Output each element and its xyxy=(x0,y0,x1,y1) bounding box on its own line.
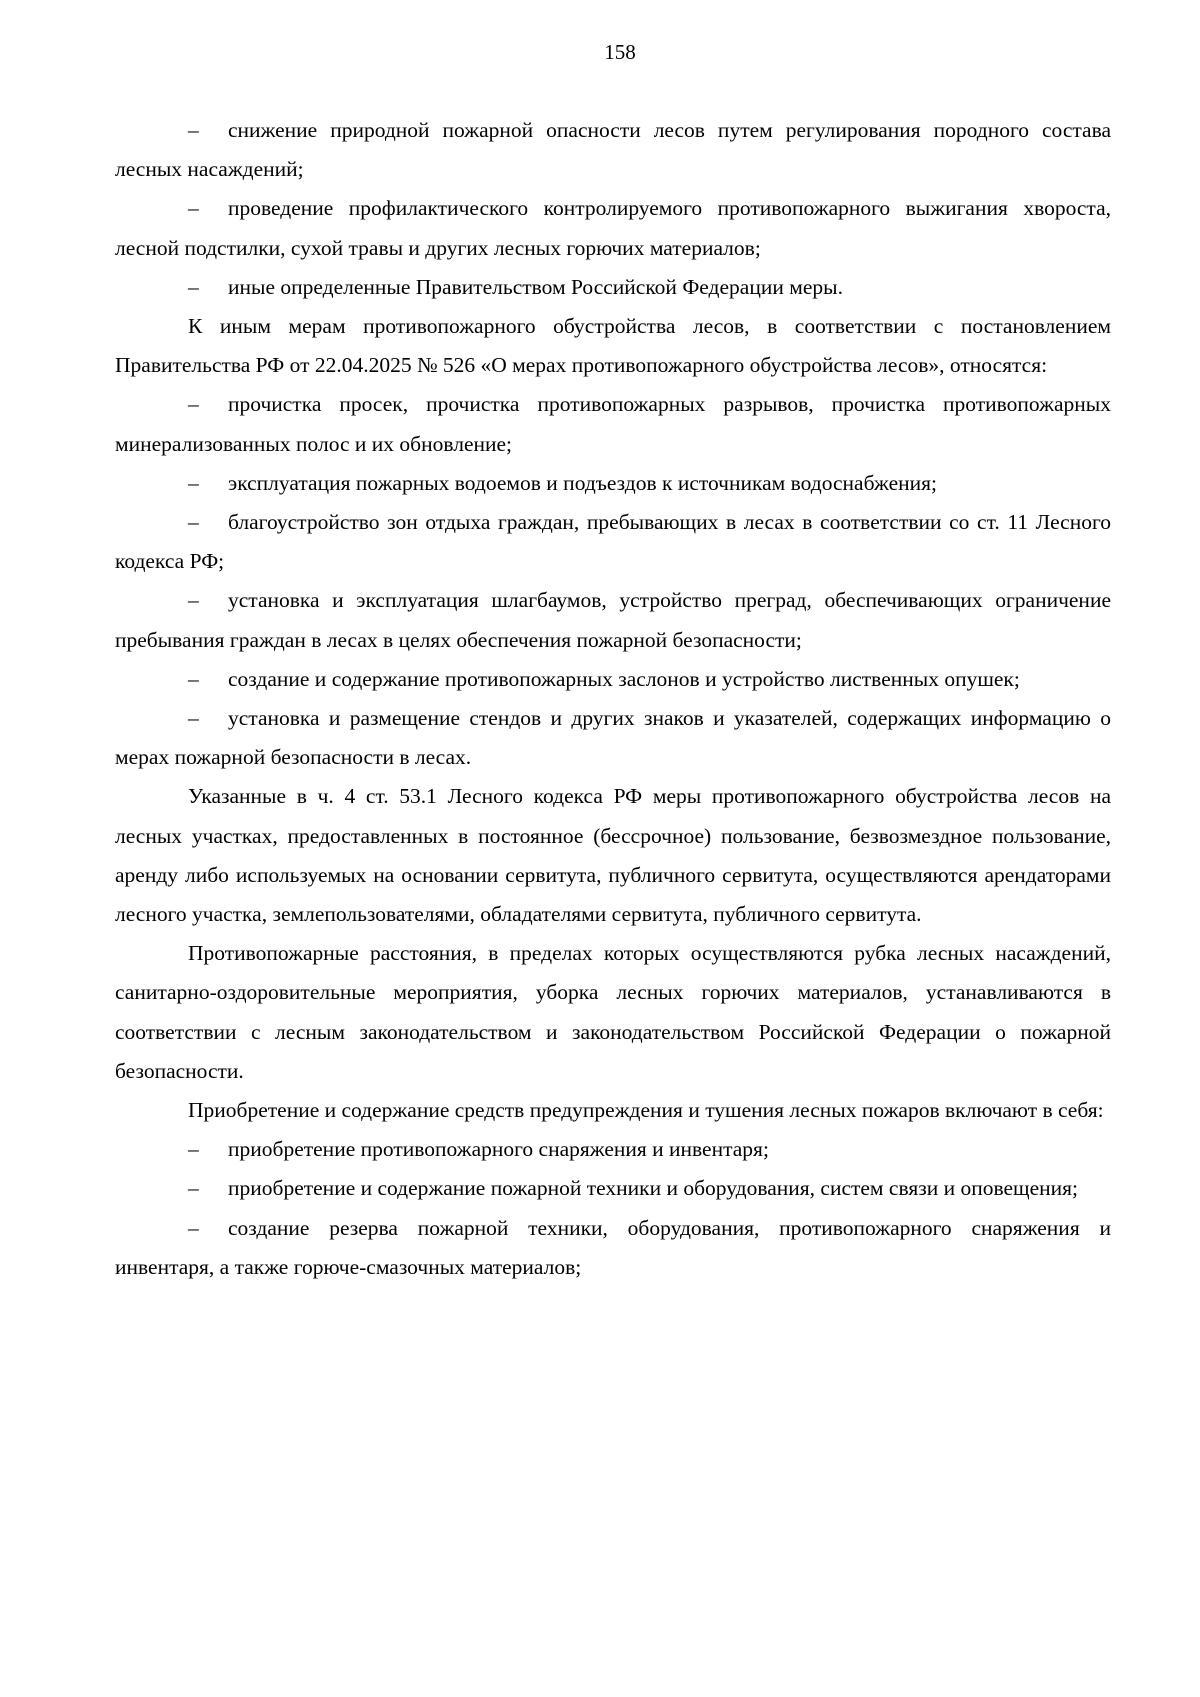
list-item xyxy=(115,1209,1111,1287)
list-item-text: приобретение противопожарного снаряжения и инвентаря; xyxy=(228,1137,769,1162)
list-item xyxy=(115,268,1111,307)
list-item xyxy=(115,385,1111,463)
list-item xyxy=(115,660,1111,699)
paragraph xyxy=(115,934,1111,1091)
list-item-text: благоустройство зон отдыха граждан, пребывающих в лесах в соответствии со ст. 11 Лесного кодекса РФ; xyxy=(115,510,1111,574)
dash-marker: – xyxy=(188,706,199,731)
list-item-text: создание резерва пожарной техники, оборудования, противопожарного снаряжения и инвентаря, а также горюче-смазочных материалов; xyxy=(115,1215,1111,1279)
dash-marker: – xyxy=(188,392,199,417)
list-item xyxy=(115,699,1111,777)
list-item xyxy=(115,1130,1111,1169)
paragraph-text: Указанные в ч. 4 ст. 53.1 Лесного кодекса РФ меры противопожарного обустройства лесов на лесных участках, предоставленных в постоянное (бессрочное) пользование, безвозмездное пользование, аренду либо используемых на основании сервитута, публичного сервитута, осуществляются арендаторами лесного участка, землепользователями, обладателями сервитута, публичного сервитута. xyxy=(115,784,1111,927)
dash-marker: – xyxy=(188,196,199,221)
document-body xyxy=(115,111,1111,1287)
list-item xyxy=(115,1169,1111,1208)
paragraph-text: Противопожарные расстояния, в пределах которых осуществляются рубка лесных насаждений, санитарно-оздоровительные мероприятия, уборка лесных горючих материалов, устанавливаются в соответствии с лесным законодательством и законодательством Российской Федерации о пожарной безопасности. xyxy=(115,941,1111,1083)
dash-marker: – xyxy=(188,510,199,535)
dash-marker: – xyxy=(188,118,199,142)
dash-marker: – xyxy=(188,588,199,613)
dash-marker: – xyxy=(188,1137,199,1162)
dash-marker: – xyxy=(188,1215,199,1240)
list-item xyxy=(115,189,1111,267)
paragraph-text: К иным мерам противопожарного обустройства лесов, в соответствии с постановлением Правительства РФ от 22.04.2025 № 526 «О мерах противопожарного обустройства лесов», относятся: xyxy=(115,314,1111,378)
paragraph xyxy=(115,307,1111,385)
list-item-text: создание и содержание противопожарных заслонов и устройство лиственных опушек; xyxy=(228,666,1020,691)
list-item-text: проведение профилактического контролируемого противопожарного выжигания хвороста, лесной подстилки, сухой травы и других лесных горючих материалов; xyxy=(115,196,1111,260)
list-item xyxy=(115,581,1111,659)
list-item-text: установка и эксплуатация шлагбаумов, устройство преград, обеспечивающих ограничение пребывания граждан в лесах в целях обеспечения пожарной безопасности; xyxy=(115,588,1111,652)
dash-marker: – xyxy=(188,666,199,691)
list-item-text: иные определенные Правительством Российской Федерации меры. xyxy=(228,274,843,299)
list-item-text: снижение природной пожарной опасности лесов путем регулирования породного состава лесных насаждений; xyxy=(115,118,1111,182)
paragraph xyxy=(115,777,1111,934)
list-item xyxy=(115,111,1111,189)
list-item-text: установка и размещение стендов и других знаков и указателей, содержащих информацию о мерах пожарной безопасности в лесах. xyxy=(115,706,1111,770)
list-item-text: эксплуатация пожарных водоемов и подъездов к источникам водоснабжения; xyxy=(228,470,937,495)
list-item-text: прочистка просек, прочистка противопожарных разрывов, прочистка противопожарных минерализованных полос и их обновление; xyxy=(115,392,1111,456)
list-item-text: приобретение и содержание пожарной техники и оборудования, систем связи и оповещения; xyxy=(228,1176,1079,1201)
list-item xyxy=(115,503,1111,581)
dash-marker: – xyxy=(188,274,199,299)
page-number: 158 xyxy=(604,40,636,64)
paragraph xyxy=(115,1091,1111,1130)
dash-marker: – xyxy=(188,1176,199,1201)
list-item xyxy=(115,464,1111,503)
dash-marker: – xyxy=(188,470,199,495)
paragraph-text: Приобретение и содержание средств предупреждения и тушения лесных пожаров включают в себя: xyxy=(188,1098,1104,1123)
